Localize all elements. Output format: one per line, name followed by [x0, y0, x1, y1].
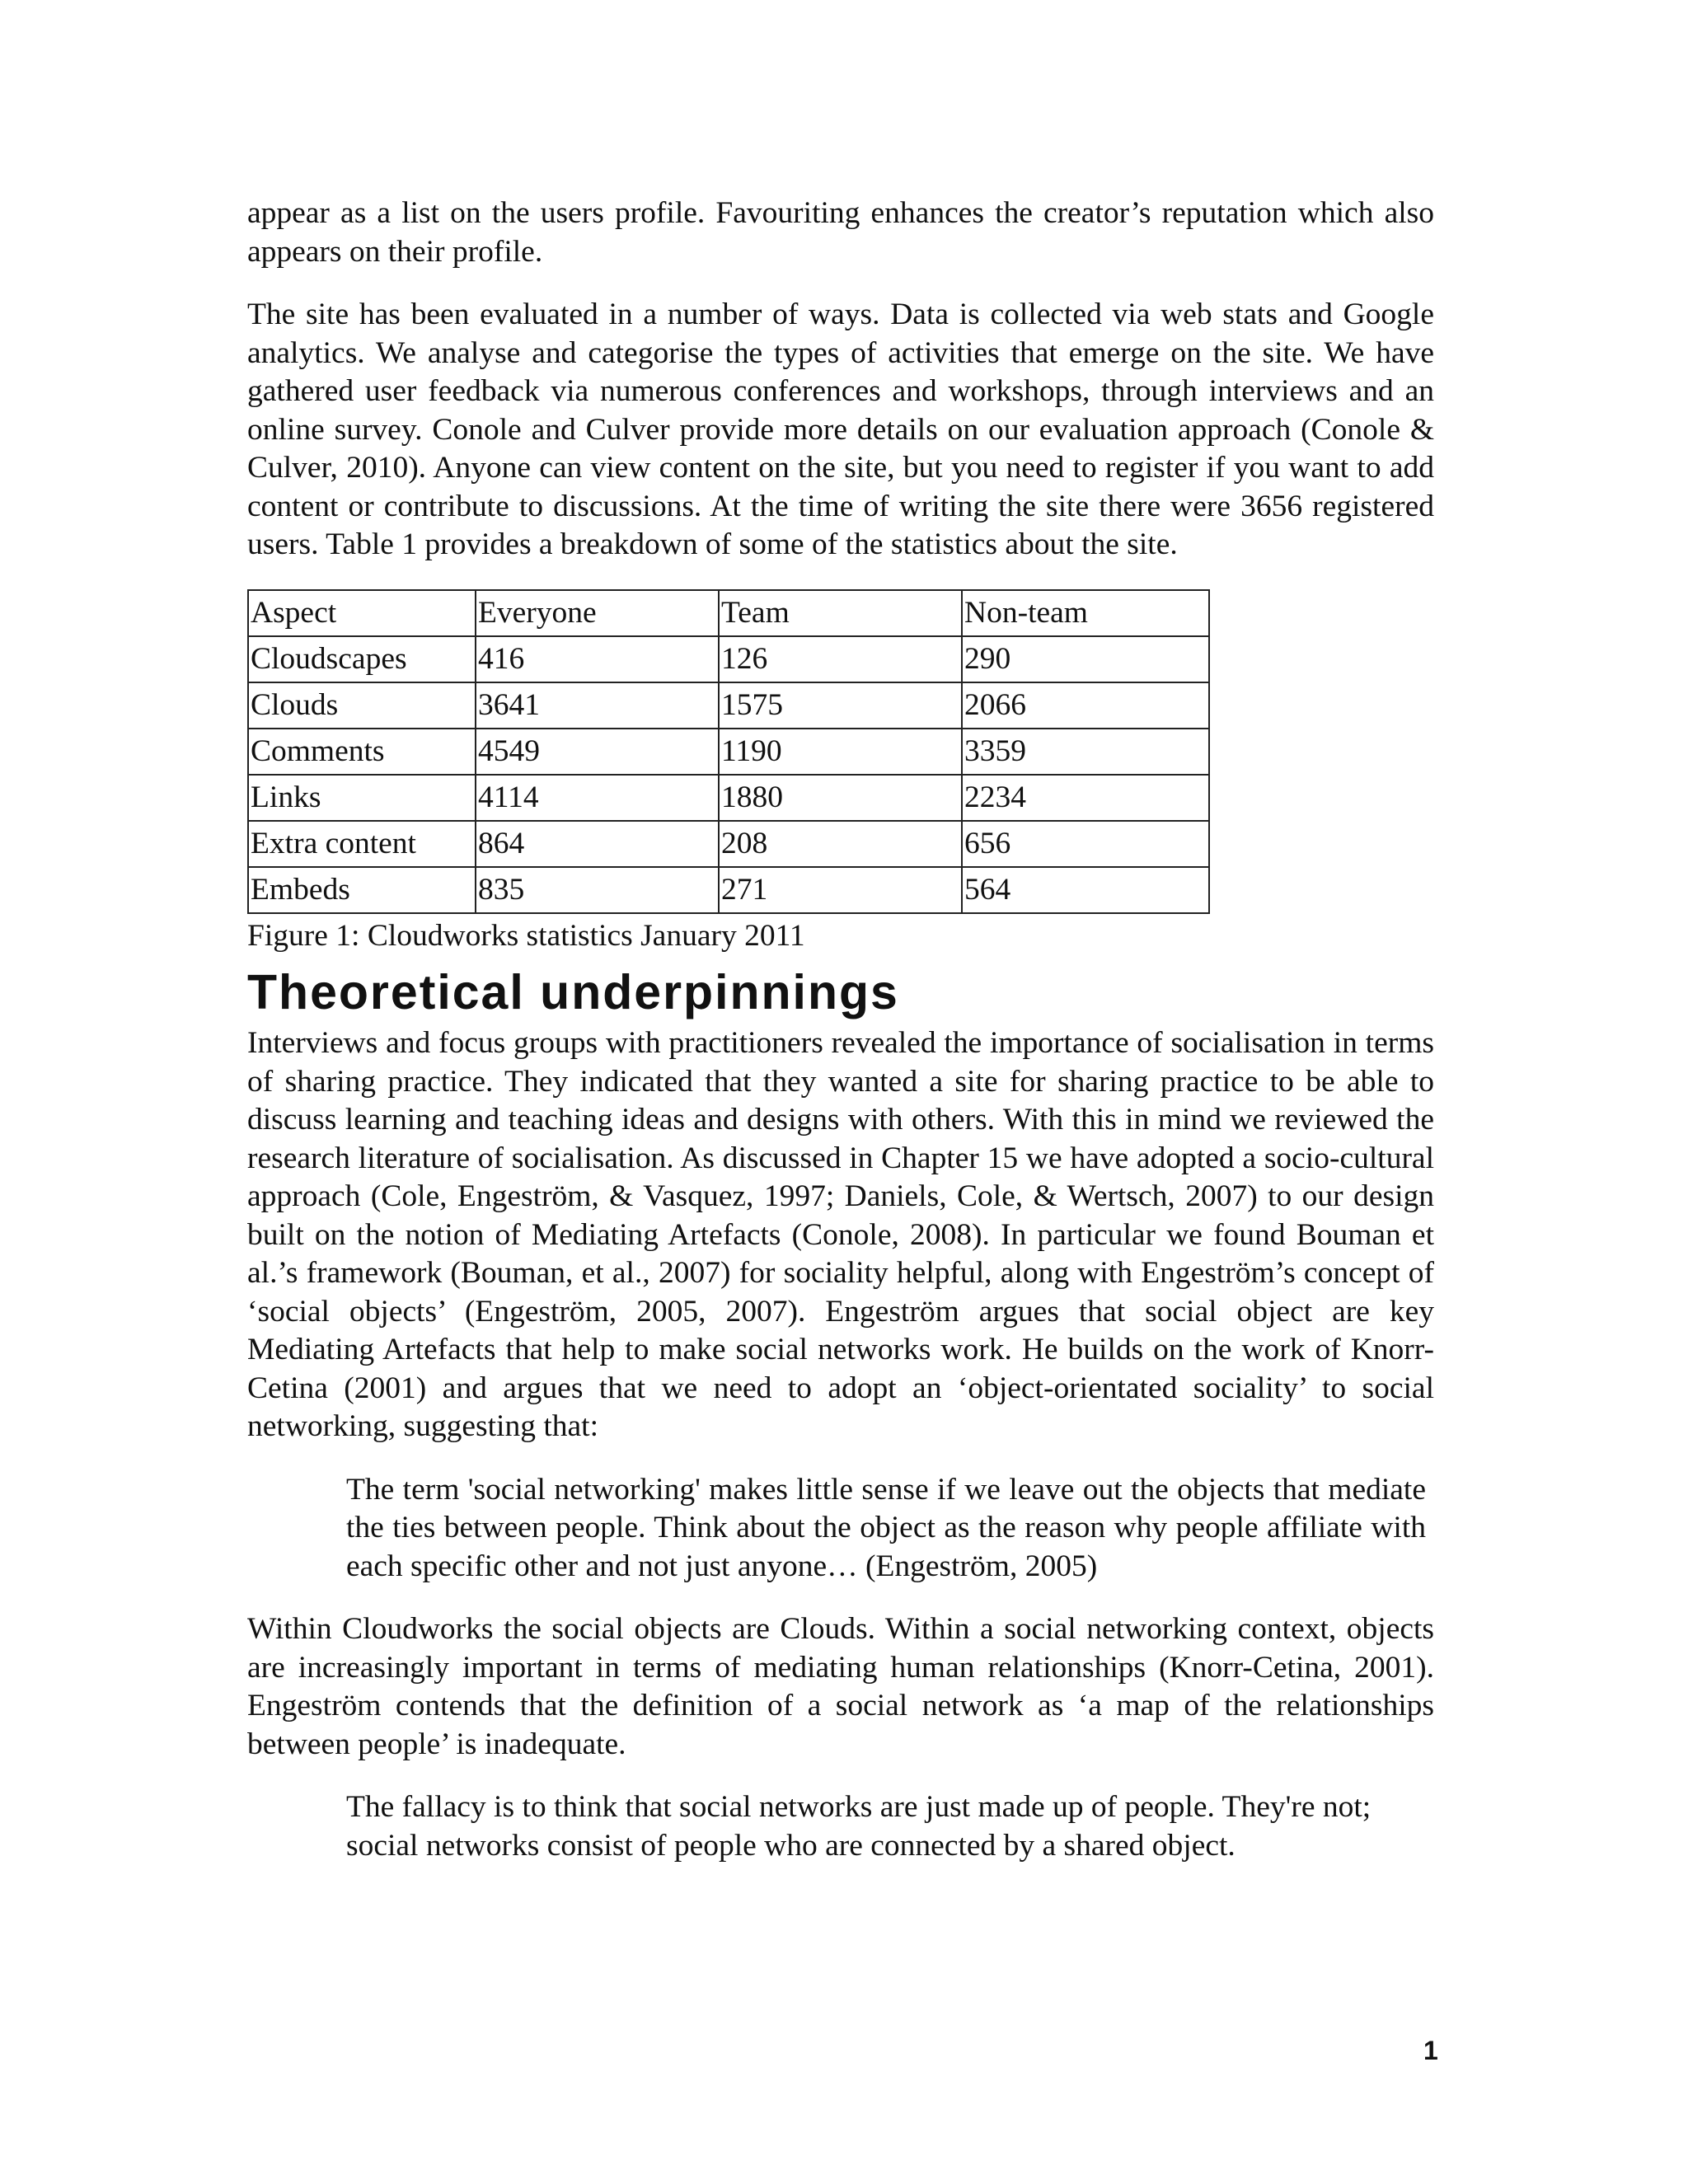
table-cell: 2066 [962, 682, 1209, 729]
table-cell: 1575 [719, 682, 962, 729]
table-cell: 564 [962, 867, 1209, 913]
table-caption: Figure 1: Cloudworks statistics January 2011 [247, 918, 805, 953]
table-row [248, 682, 1209, 729]
table-cell: 290 [962, 636, 1209, 682]
document-page [247, 194, 1434, 1890]
table-cell: 1880 [719, 775, 962, 821]
table-row [248, 729, 1209, 775]
table-cell: Embeds [248, 867, 476, 913]
table-cell: Comments [248, 729, 476, 775]
table-cell: 4549 [476, 729, 719, 775]
table-cell: 4114 [476, 775, 719, 821]
table-cell: 416 [476, 636, 719, 682]
paragraph-social-objects: Within Cloudworks the social objects are Clouds. Within a social networking context, objects are increasingly important in terms of mediating human relationships (Knorr-Cetina, 2001). Engeström contends that the definition of a social network as ‘a map of the relationships between people’ is inadequate. [247, 1612, 1434, 1761]
paragraph-theory: Interviews and focus groups with practitioners revealed the importance of socialisation in terms of sharing practice. They indicated that they wanted a site for sharing practice to be able to discuss learning and teaching ideas and designs with others. With this in mind we reviewed the research literature of socialisation. As discussed in Chapter 15 we have adopted a socio-cultural approach (Cole, Engeström, & Vasquez, 1997; Daniels, Cole, & Wertsch, 2007) to our design built on the notion of Mediating Artefacts (Conole, 2008). In particular we found Bouman et al.’s framework (Bouman, et al., 2007) for sociality helpful, along with Engeström’s concept of ‘social objects’ (Engeström, 2005, 2007). Engeström argues that social object are key Mediating Artefacts that help to make social networks work. He builds on the work of Knorr-Cetina (2001) and argues that we need to adopt an ‘object-orientated sociality’ to social networking, suggesting that: [247, 1026, 1434, 1443]
table-cell: Extra content [248, 821, 476, 867]
table-cell: 835 [476, 867, 719, 913]
table-cell: 864 [476, 821, 719, 867]
paragraph-evaluation: The site has been evaluated in a number of ways. Data is collected via web stats and Google analytics. We analyse and categorise the types of activities that emerge on the site. We have gathered user feedback via numerous conferences and workshops, through interviews and an online survey. Conole and Culver provide more details on our evaluation approach (Conole & Culver, 2010). Anyone can view content on the site, but you need to register if you want to add content or contribute to discussions. At the time of writing the site there were 3656 registered users. Table 1 provides a breakdown of some of the statistics about the site. [247, 298, 1434, 561]
statistics-table [247, 589, 1210, 914]
table-cell: 208 [719, 821, 962, 867]
table-header-row [248, 590, 1209, 636]
paragraph-favouriting: appear as a list on the users profile. Favouriting enhances the creator’s reputation which also appears on their profile. [247, 196, 1434, 269]
block-quote-engestrom: The term 'social networking' makes little sense if we leave out the objects that mediate the ties between people. Think about the object as the reason why people affiliate with each specific other and not just anyone… (Engeström, 2005) [346, 1472, 1426, 1583]
table-header-cell: Team [719, 590, 962, 636]
block-quote-fallacy: The fallacy is to think that social networks are just made up of people. They're not; social networks consist of people who are connected by a shared object. [346, 1790, 1372, 1863]
table-cell: 1190 [719, 729, 962, 775]
table-cell: Cloudscapes [248, 636, 476, 682]
table-row [248, 821, 1209, 867]
table-header-cell: Everyone [476, 590, 719, 636]
table-cell: Clouds [248, 682, 476, 729]
table-cell: 3359 [962, 729, 1209, 775]
table-cell: 3641 [476, 682, 719, 729]
page-number: 1 [1423, 2036, 1438, 2065]
table-cell: Links [248, 775, 476, 821]
table-cell: 656 [962, 821, 1209, 867]
table-cell: 126 [719, 636, 962, 682]
table-header-cell: Non-team [962, 590, 1209, 636]
table-row [248, 775, 1209, 821]
table-row [248, 867, 1209, 913]
table-row [248, 636, 1209, 682]
table-header-cell: Aspect [248, 590, 476, 636]
table-cell: 271 [719, 867, 962, 913]
section-heading: Theoretical underpinnings [247, 965, 899, 1019]
table-cell: 2234 [962, 775, 1209, 821]
